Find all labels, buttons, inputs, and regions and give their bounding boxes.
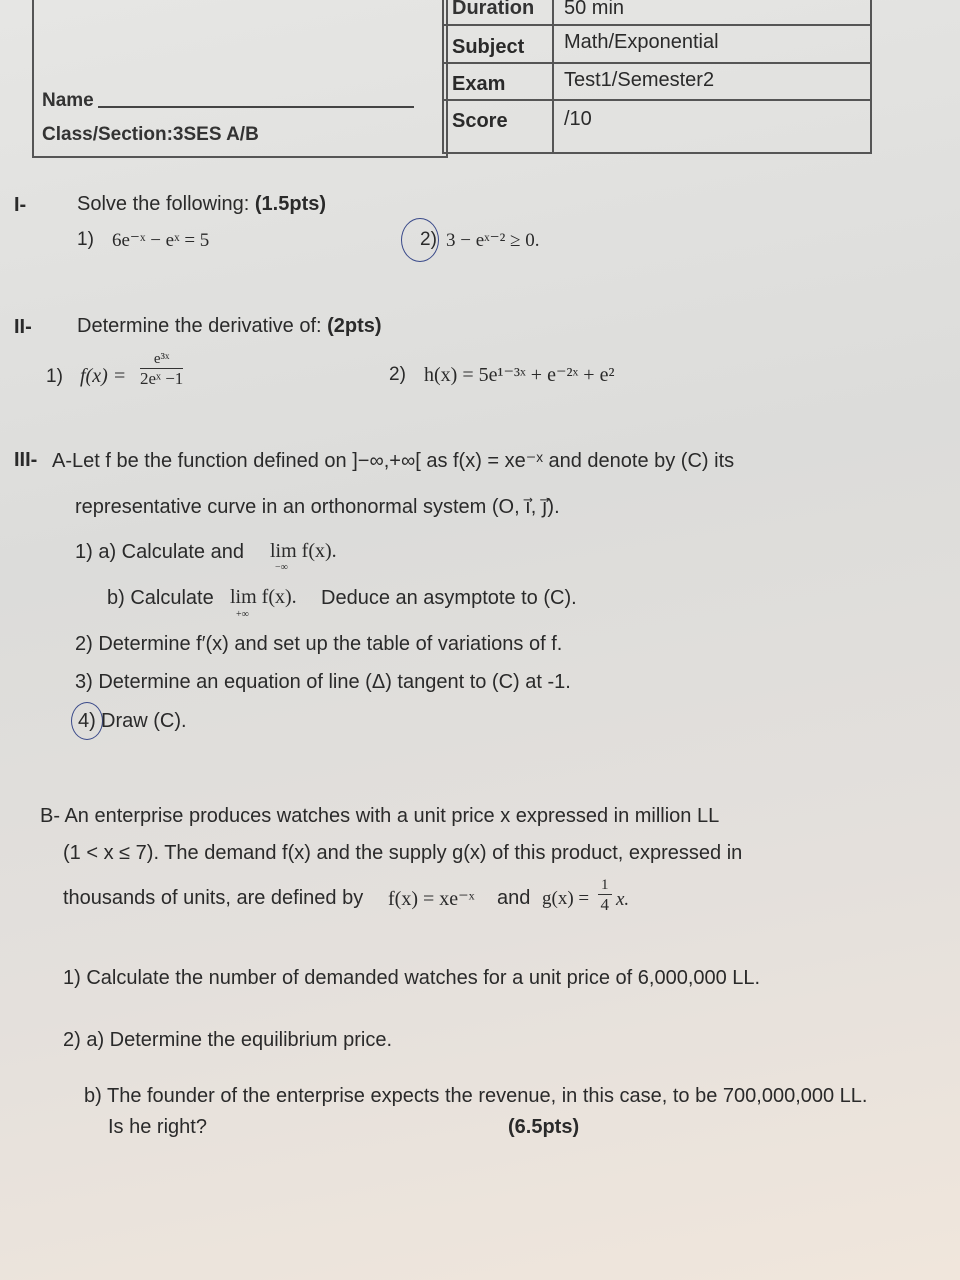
duration-label: Duration: [452, 0, 535, 19]
part-b-points: (6.5pts): [508, 1116, 580, 1138]
q4-text: Draw (C).: [101, 710, 187, 732]
score-label: Score: [452, 110, 508, 132]
part-b-and: and: [497, 887, 531, 909]
s1-item1-expr: 6e⁻ˣ − eˣ = 5: [112, 230, 210, 251]
q1a-prefix: 1) a) Calculate and: [75, 541, 244, 563]
exam-value: Test1/Semester2: [564, 69, 715, 91]
table-col-divider: [552, 0, 554, 154]
part-b-line2: (1 < x ≤ 7). The demand f(x) and the supply g(x) of this product, expressed in: [63, 842, 743, 864]
q1b-suffix: Deduce an asymptote to (C).: [321, 587, 577, 609]
part-b-supply-lhs: g(x) =: [542, 888, 590, 909]
s2-item1-fraction: [140, 350, 183, 389]
s2-item1-numerator: e³ˣ: [140, 350, 183, 369]
subject-value: Math/Exponential: [564, 31, 719, 53]
q1b-limit-sub: +∞: [236, 609, 249, 620]
class-section: Class/Section:3SES A/B: [42, 124, 259, 145]
name-underline: [98, 106, 414, 108]
s2-item2-num: 2): [389, 364, 406, 385]
part-b-demand-function: f(x) = xe⁻ˣ: [388, 888, 475, 910]
table-row-divider: [442, 62, 870, 64]
part-b-supply-rhs: x.: [616, 889, 630, 910]
part-a-intro-line2: representative curve in an orthonormal system (O, i⃗, j⃗).: [75, 496, 560, 518]
s2-item2-expr: h(x) = 5e¹⁻³ˣ + e⁻²ˣ + e²: [424, 364, 615, 386]
q1a-limit: lim f(x).: [270, 540, 337, 562]
exam-label: Exam: [452, 73, 506, 95]
table-row-divider: [442, 24, 870, 26]
score-value: /10: [564, 108, 592, 130]
b-q2a: 2) a) Determine the equilibrium price.: [63, 1029, 393, 1051]
section-2-numeral: II-: [14, 316, 32, 338]
b-q1: 1) Calculate the number of demanded watches for a unit price of 6,000,000 LL.: [63, 967, 761, 989]
s2-item1-lhs: f(x) =: [80, 365, 127, 387]
q3-text: 3) Determine an equation of line (Δ) tangent to (C) at -1.: [75, 671, 571, 693]
s2-item1-num: 1): [46, 366, 63, 387]
section-2-instruction: Determine the derivative of:: [77, 315, 328, 337]
section-1-heading: [77, 193, 326, 216]
supply-fraction-denominator: 4: [600, 895, 609, 914]
section-2-heading: [77, 315, 382, 338]
b-q2b-line2: Is he right?: [108, 1116, 207, 1138]
part-b-line3-prefix: thousands of units, are defined by: [63, 887, 364, 909]
s1-item2-num: 2): [420, 229, 437, 250]
q2-text: 2) Determine f′(x) and set up the table of variations of f.: [75, 633, 563, 655]
section-3-numeral: III-: [14, 449, 38, 471]
section-1-numeral: I-: [14, 194, 27, 216]
supply-fraction-numerator: 1: [598, 876, 612, 895]
s1-item1-num: 1): [77, 229, 94, 250]
section-1-points: (1.5pts): [254, 193, 327, 215]
part-a-intro: A-Let f be the function defined on ]−∞,+∞[ as f(x) = xe⁻ˣ and denote by (C) its: [52, 450, 735, 472]
section-1-instruction: Solve the following:: [77, 193, 255, 215]
name-label: Name: [42, 90, 94, 111]
q1a-limit-sub: −∞: [275, 562, 288, 573]
section-2-points: (2pts): [327, 315, 382, 337]
duration-value: 50 min: [564, 0, 625, 19]
part-b-line1: B- An enterprise produces watches with a unit price x expressed in million LL: [40, 805, 720, 827]
s1-item2-expr: 3 − eˣ⁻² ≥ 0.: [446, 230, 540, 251]
s2-item1-denominator: 2eˣ −1: [140, 369, 184, 388]
part-b-supply-fraction: [598, 876, 612, 915]
q1b-limit: lim f(x).: [230, 586, 297, 608]
table-row-divider: [442, 99, 870, 101]
subject-label: Subject: [452, 36, 525, 58]
q4-num: 4): [78, 710, 96, 732]
b-q2b-line1: b) The founder of the enterprise expects the revenue, in this case, to be 700,000,000 LL.: [84, 1085, 868, 1107]
q1b-prefix: b) Calculate: [107, 587, 214, 609]
